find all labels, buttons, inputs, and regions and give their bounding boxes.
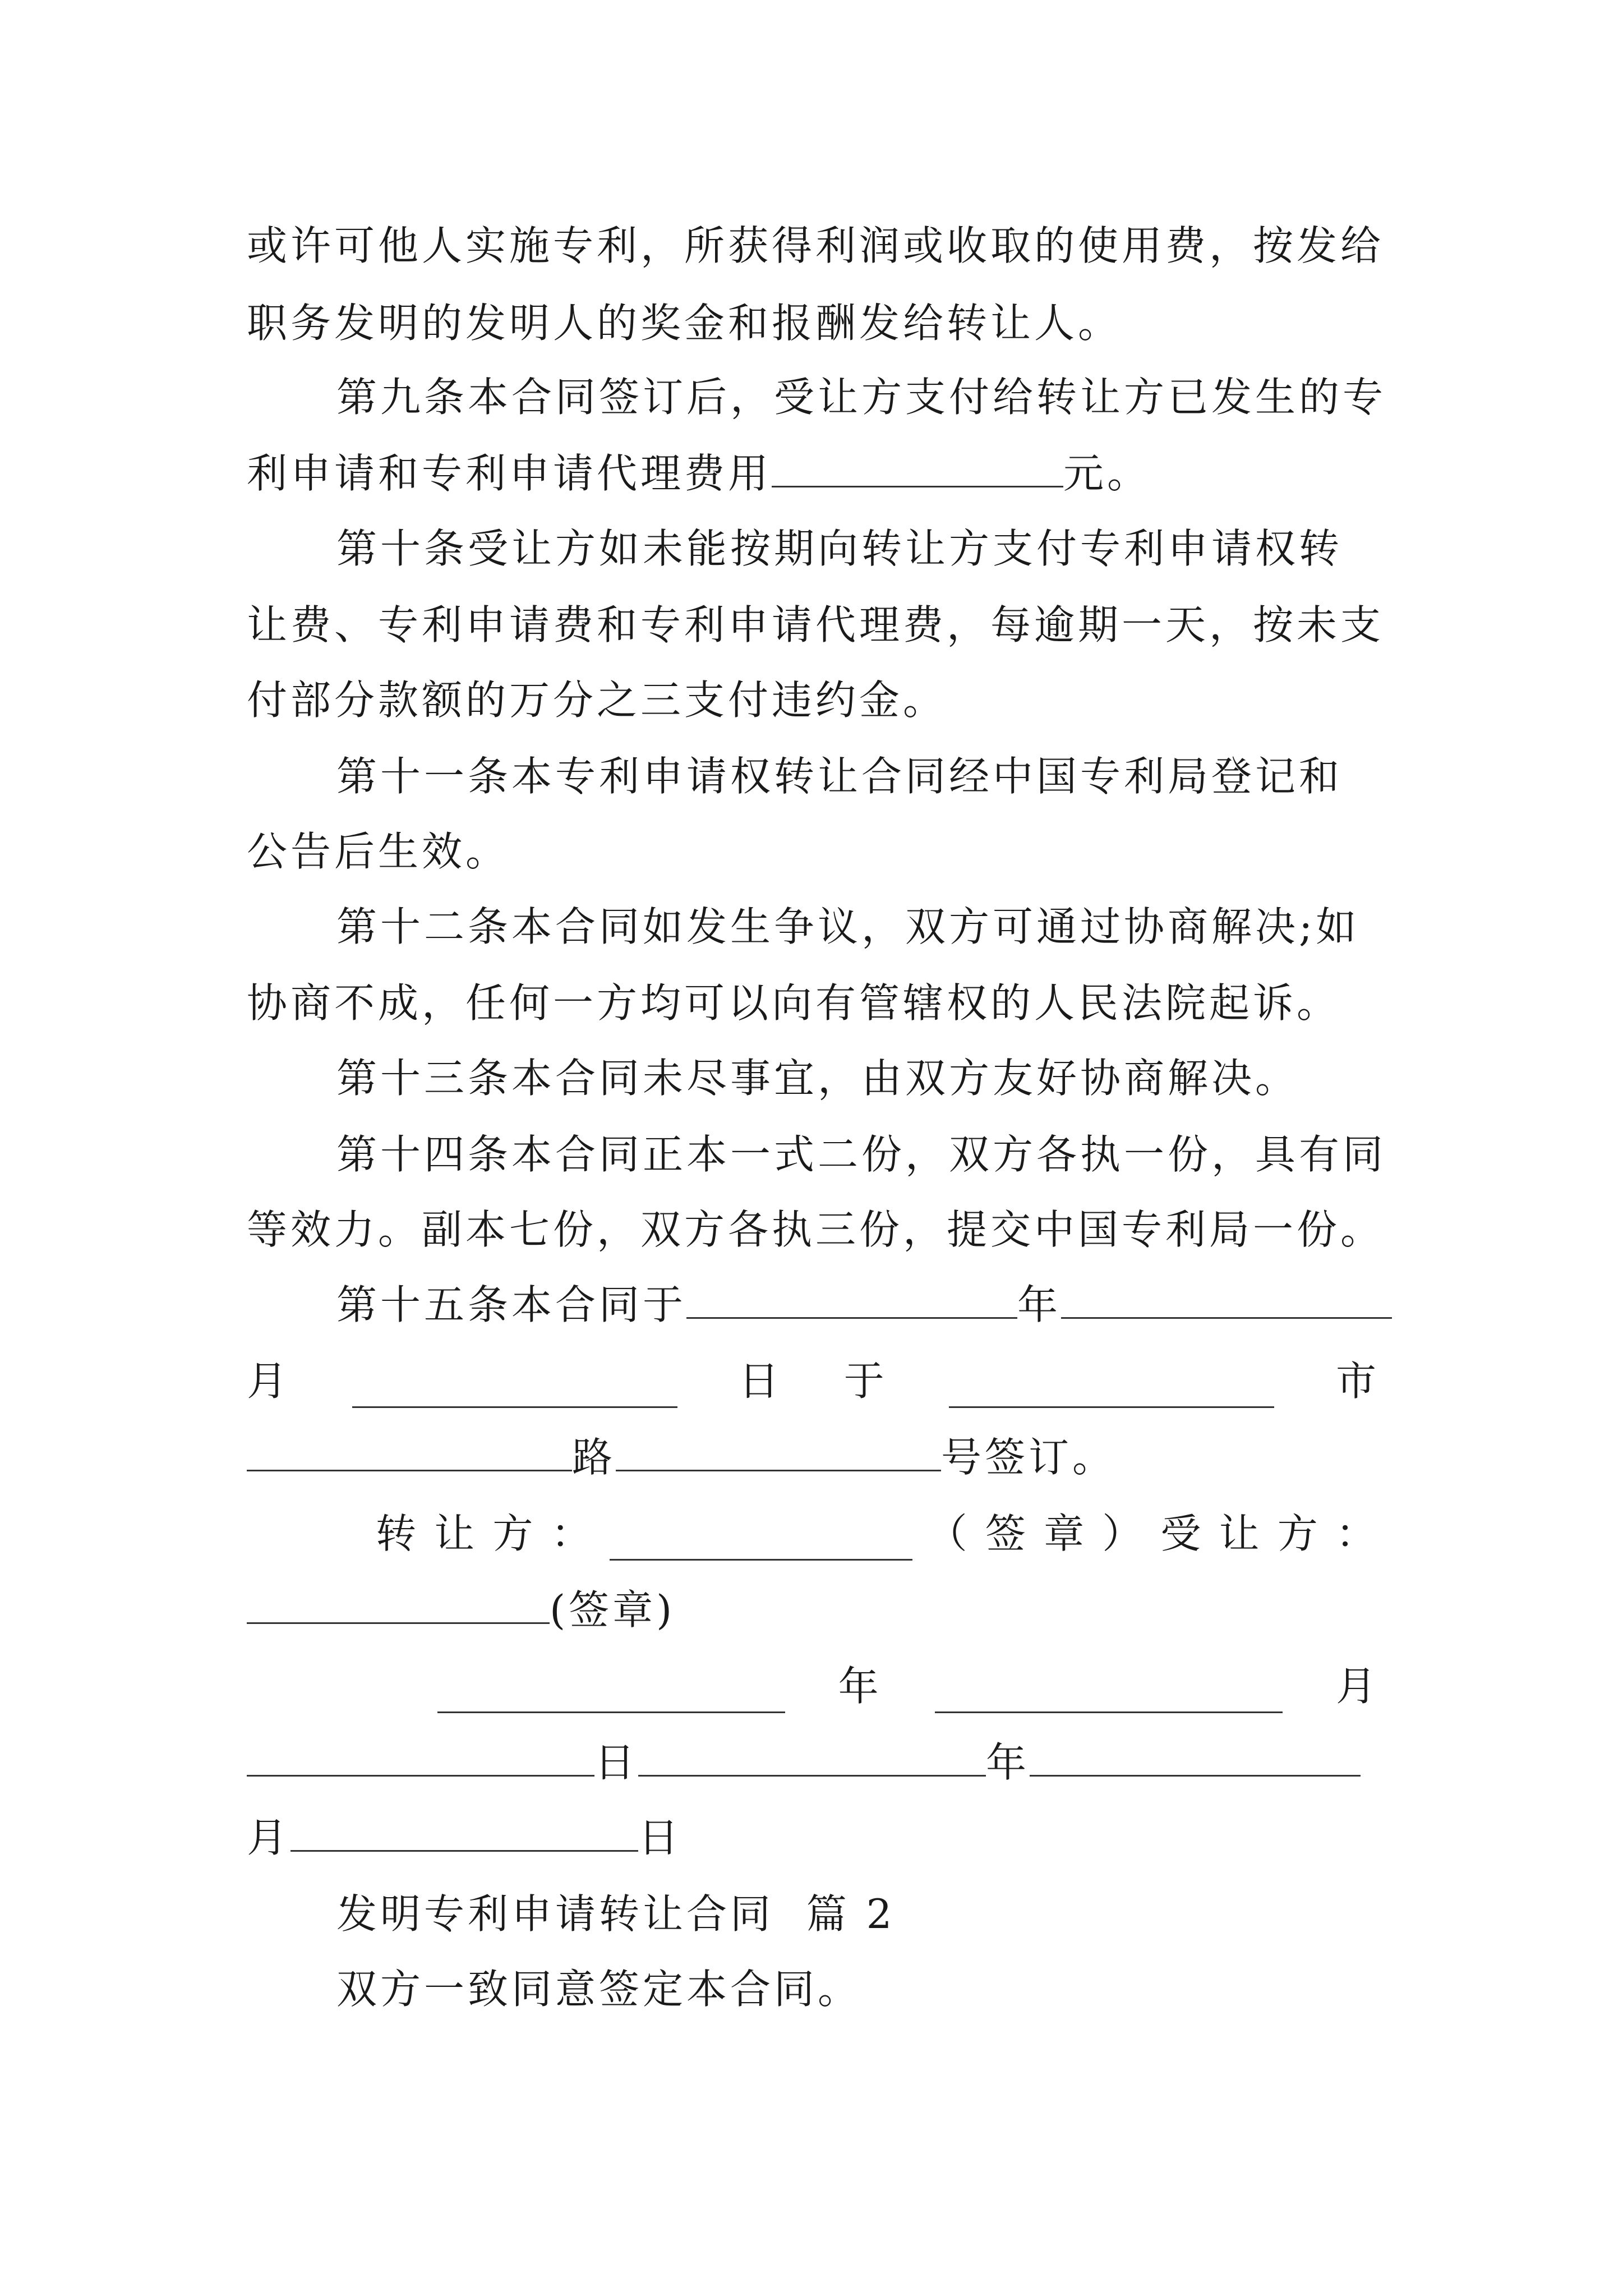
sign-char: ： xyxy=(1335,1510,1380,1557)
article-10-line: 第十条受让方如未能按期向转让方支付专利申请权转 xyxy=(336,525,1343,572)
date-line xyxy=(247,1736,1380,1789)
article-15-text: 第十五条本合同于 xyxy=(336,1281,687,1328)
sign-char: 章 xyxy=(1044,1510,1088,1557)
day-blank[interactable] xyxy=(352,1372,677,1408)
city-label: 市 xyxy=(1335,1358,1380,1405)
month-blank[interactable] xyxy=(1030,1740,1361,1777)
transferee-blank[interactable] xyxy=(247,1588,550,1624)
road-blank[interactable] xyxy=(247,1435,572,1471)
year-blank[interactable] xyxy=(437,1677,785,1713)
day-blank[interactable] xyxy=(291,1815,638,1852)
article-10-line: 让费、专利申请费和专利申请代理费，每逾期一天，按未支 xyxy=(247,601,1385,648)
article-11-line: 第十一条本专利申请权转让合同经中国专利局登记和 xyxy=(336,753,1343,800)
paragraph-line: 或许可他人实施专利，所获得利润或收取的使用费，按发给 xyxy=(247,222,1385,269)
year-blank[interactable] xyxy=(638,1740,986,1777)
paragraph-line: 职务发明的发明人的奖金和报酬发给转让人。 xyxy=(247,300,1122,347)
number-blank[interactable] xyxy=(616,1435,941,1471)
article-10-line: 付部分款额的万分之三支付违约金。 xyxy=(247,677,947,724)
sign-char: 让 xyxy=(434,1510,478,1557)
article-9-unit: 元。 xyxy=(1063,450,1151,497)
sign-char: 方 xyxy=(1277,1510,1321,1557)
day-label: 日 xyxy=(739,1358,783,1405)
month-label: 月 xyxy=(247,1814,291,1861)
article-11-line: 公告后生效。 xyxy=(247,828,510,875)
sign-char: ） xyxy=(1102,1510,1146,1557)
sign-char: 转 xyxy=(376,1510,420,1557)
article-14-line: 第十四条本合同正本一式二份，双方各执一份，具有同 xyxy=(336,1131,1387,1178)
day-blank[interactable] xyxy=(247,1740,594,1777)
month-blank[interactable] xyxy=(935,1677,1283,1713)
month-blank[interactable] xyxy=(1061,1282,1392,1319)
article-9-line: 第九条本合同签订后，受让方支付给转让方已发生的专 xyxy=(336,374,1387,421)
article-9-line xyxy=(247,447,1380,500)
sign-char: 受 xyxy=(1160,1510,1205,1557)
date-line xyxy=(247,1811,1380,1865)
month-label: 月 xyxy=(1335,1663,1380,1710)
transferor-blank[interactable] xyxy=(610,1524,912,1561)
signature-line xyxy=(247,1583,1380,1637)
sign-char: （ xyxy=(926,1510,971,1557)
article-15-line xyxy=(247,1354,1380,1408)
road-label: 路 xyxy=(572,1434,616,1481)
date-line xyxy=(437,1659,1380,1713)
year-blank[interactable] xyxy=(686,1282,1017,1319)
year-label: 年 xyxy=(838,1663,882,1710)
day-label: 日 xyxy=(594,1739,639,1786)
at-label: 于 xyxy=(843,1358,888,1405)
section-2-line: 双方一致同意签定本合同。 xyxy=(336,1966,862,2013)
sign-char: ： xyxy=(551,1510,595,1557)
signed-label: 号签订。 xyxy=(941,1434,1117,1481)
month-label: 月 xyxy=(247,1358,291,1405)
seal-label: (签章) xyxy=(550,1586,676,1634)
sign-char: 方 xyxy=(492,1510,537,1557)
signature-line xyxy=(376,1507,1380,1561)
year-label: 年 xyxy=(1017,1281,1062,1328)
article-15-line xyxy=(336,1278,1380,1332)
amount-blank[interactable] xyxy=(772,451,1063,487)
article-12-line: 第十二条本合同如发生争议，双方可通过协商解决;如 xyxy=(336,903,1360,950)
article-14-line: 等效力。副本七份，双方各执三份，提交中国专利局一份。 xyxy=(247,1206,1385,1253)
article-15-line xyxy=(247,1430,1380,1484)
year-label: 年 xyxy=(986,1739,1030,1786)
day-label: 日 xyxy=(638,1814,683,1861)
section-title: 发明专利申请转让合同 篇 2 xyxy=(336,1890,896,1938)
article-13-line: 第十三条本合同未尽事宜，由双方友好协商解决。 xyxy=(336,1055,1299,1102)
city-blank[interactable] xyxy=(949,1372,1274,1408)
article-12-line: 协商不成，任何一方均可以向有管辖权的人民法院起诉。 xyxy=(247,979,1341,1027)
article-9-text: 利申请和专利申请代理费用 xyxy=(247,450,772,497)
sign-char: 签 xyxy=(985,1510,1029,1557)
sign-char: 让 xyxy=(1219,1510,1263,1557)
